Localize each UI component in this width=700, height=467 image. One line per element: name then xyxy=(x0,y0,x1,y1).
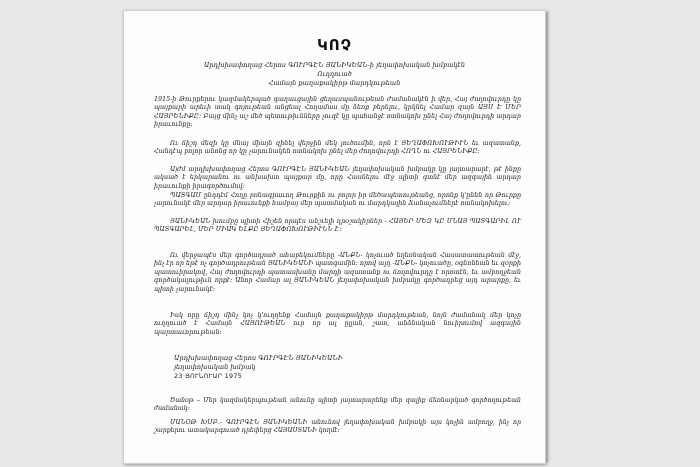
paragraph: Ու ճիշդ մեզի կը մնայ միայն զինել վերջին մեկ լուծումին, որն է ՅԵՂԱՓՈԽՈՒԹԻՒՆ եւ ազատանք, Հանդէպ բոլոր անոնց որ կը չարունակեն ոտնակոխ ընել մեր ժողովուրդի ՀՈՂՆ ու ՀԱՅՐԵՆԻՔԸ։ xyxy=(154,140,521,156)
paragraph: 1915-ի Թուրքերու կազմակերպած գաղաւցային ցեղասպանութեան ժամանակէն ի վեր, Հայ ժողովուրդը կը պայքարի արեւի տակ գոյութեան անցեալ Հողամաս մը ձեռք բերելու, կրկնել Համար զայն ԱՅՍ Է ՄԵՐ ՀԱՅՐԵՆԻՔԸ։ Բայց մինչ աշ մեծ պետութիւնները չուզէ կը պահանջէ ոտնակոխ ընել Հայ ժողովուրդի արդար իրաւունքը։ xyxy=(154,96,521,129)
signature-date: 23 ՅՈՒՆՈՒԱՐ 1975 xyxy=(174,372,243,380)
signature-line-2: յեղափոխական խմբակ xyxy=(174,363,256,371)
footnote: Ծանօթ – Մեր կազմակերպութեան անունը պիտի յայտարարենք մեր զալիք ճեռնարկած գործողութեան ժամանակ։ xyxy=(154,397,521,413)
subtitle-line-1: Արդխխափողաց Հերոս ԳՈՒՐԳԷՆ ՅԱՆԻԿԵԱՆ-ի յեղափոխական խմբակէն xyxy=(203,61,466,69)
paragraph: ՅԱՆԻԿԵԱՆ խումբը պիտի Հիշեն որպէս անշւելի դրօշակիրներ - ՀԱՅԵՐ ՄԵԶ ԿԸ ՄՆԱՅ ՊԱՏԳԱՐԻԼ ՈՒ ՊԱՏԳԱՐԵԼ, ՄԵՐ ՄԻԱԿ ԵԼՔԸ ՅԵՂԱՓՈԽՈՒԹԻՒՆՆ Է։ xyxy=(154,218,521,234)
subtitle-line-2: Ուղղուած xyxy=(317,70,352,78)
paragraph: ՊԱՏԳԱՄ ընդդէմ Հողը բռնագրաւող Թուրքին ու բոլոր իր մեծապետութեանց, որոնք կ'ընեն որ Թուրքը չարունակէ մեր արդար իրաւունքի համբայ մեր պատմական ու մարդկային Ճանաչումներէ ոտնակոխելու։ xyxy=(154,192,521,208)
subtitle-line-3: Համայն քաղաքակիրթ մարդկութեան xyxy=(268,79,401,87)
paragraph: Այժմ արդխխափողաց Հերոս ԳՈՒՐԳԷՆ ՅԱՆԻԿԵԱՆ յեղափոխական խմբակը կը յայտարարէ, թէ ինքը ակսած է երկարանու ու անխախտ պայքար մը, որը Հասնելու մէջ պիտի գտնէ մեր ազգային արդար իրաւունքի իրագործումով։ xyxy=(154,166,521,190)
paragraph: Ու վերջապէս մեր գործադրած ահաբեկումները -ԱՆՔՆ- կոչուած եղեռնական Հասատատութեան մէջ, ինչ էր որ եթէ ոչ գործադրութեան ՅԱՆԻԿԵԱՆԻ պատգամին։ որով ալդ -ԱՆՔՆ- կոչուածը, օգնոնեան եւ զօրքի պատուիրակով, Հայ ժողովուրդի պատասխանը մարդի ազատանք ու ճողովուրդը է որոտէն, եւ ամբողջեան գործակալութիւն որքէ։ Անոր Համար ալ ՅԱՆԻԿԵԱՆ յեղափոխական խմբակը գործադրեց այդ արարքը, եւ պիտի չարունակէ։ xyxy=(154,252,521,293)
document-page xyxy=(123,10,546,464)
signature-line-1: Արդխխափողաց Հերոս ԳՈՒՐԳԷՆ ՅԱՆԻԿԵԱՆԻ xyxy=(174,354,343,362)
document-title: ԿՈՉ xyxy=(317,36,352,54)
editor-note: ՄԱՆՕԹ ԽՄԲ.- ԳՈՒՐԳԷՆ ՅԱՆԻԿԵԱՆԻ անունով յեղափոխական խմբակի այս կոչին ամբողջ, ինչ որ շարքերու ատակարգուած դրեփերց ՀԱՅԱՍՏԱՆԻ կողմէ։ xyxy=(154,419,521,435)
paragraph: Իսկ որը ճիշդ մինչ կոչ կ'ուղղենք Համայն քաղաքակիրթ մարդկութեան, նոյն ժամանակ մեր կոչը ուղղուած է Համայն ՀԱՅՈՒԹԵԱՆ ուր որ ալ ըլլան, շատ, անձնական նուիրումով ազգային պարտաւորութեան։ xyxy=(154,312,521,336)
